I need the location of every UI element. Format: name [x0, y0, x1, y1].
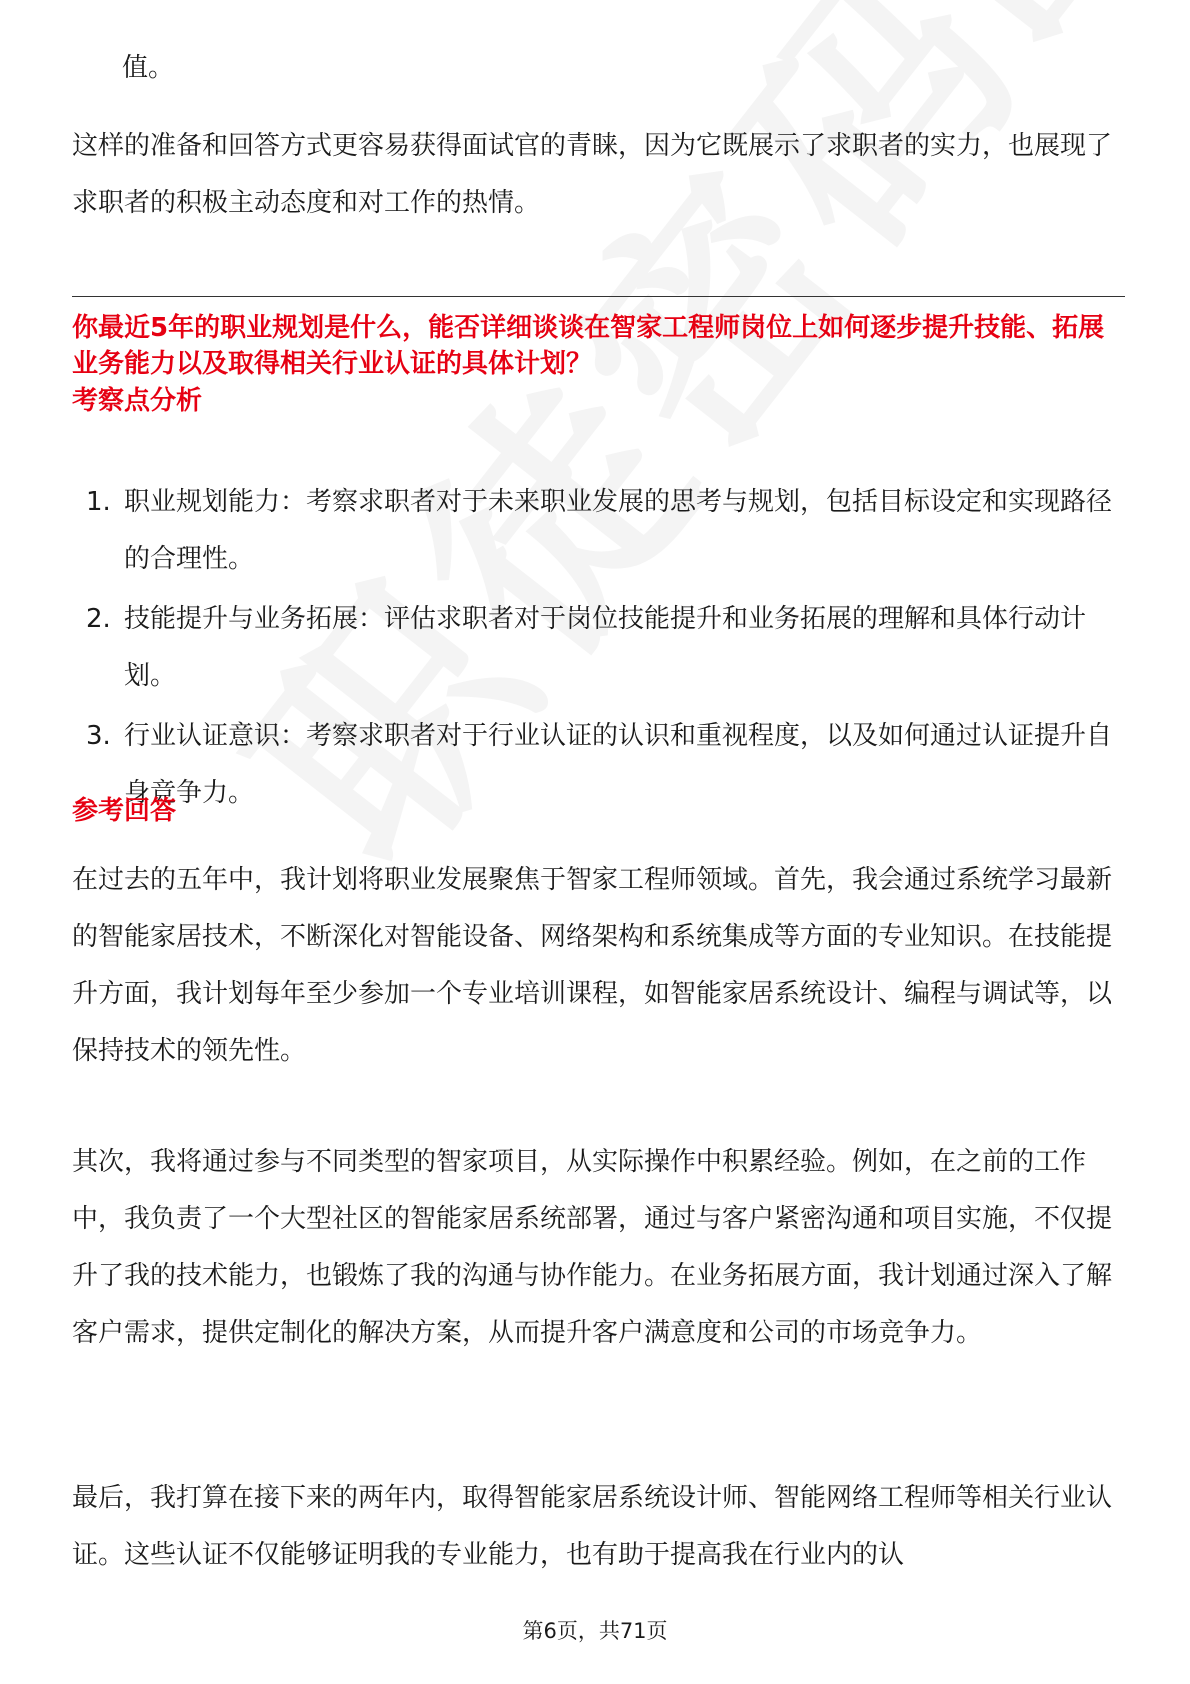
analysis-list [72, 474, 1132, 825]
list-item-number: 3. [86, 721, 111, 751]
list-item-text: 行业认证意识：考察求职者对于行业认证的认识和重视程度，以及如何通过认证提升自身竞争力。 [124, 721, 1113, 808]
page-number-footer: 第6页，共71页 [522, 1619, 668, 1643]
answer-heading: 参考回答 [72, 796, 177, 826]
list-item [72, 474, 1132, 588]
intro-closing-paragraph: 这样的准备和回答方式更容易获得面试官的青睐，因为它既展示了求职者的实力，也展现了求职者的积极主动态度和对工作的热情。 [72, 131, 1113, 218]
section-divider [72, 296, 1125, 297]
list-item-number: 2. [86, 604, 111, 634]
answer-paragraph: 其次，我将通过参与不同类型的智家项目，从实际操作中积累经验。例如，在之前的工作中，我负责了一个大型社区的智能家居系统部署，通过与客户紧密沟通和项目实施，不仅提升了我的技术能力，也锻炼了我的沟通与协作能力。在业务拓展方面，我计划通过深入了解客户需求，提供定制化的解决方案，从而提升客户满意度和公司的市场竞争力。 [72, 1147, 1113, 1348]
list-item-number: 1. [86, 487, 111, 517]
list-item [72, 708, 1132, 822]
list-item-text: 职业规划能力：考察求职者对于未来职业发展的思考与规划，包括目标设定和实现路径的合理性。 [124, 487, 1113, 574]
intro-continuation: 值。 [122, 53, 175, 83]
list-item [72, 591, 1132, 705]
analysis-heading: 考察点分析 [72, 386, 203, 416]
question-heading: 你最近5年的职业规划是什么，能否详细谈谈在智家工程师岗位上如何逐步提升技能、拓展业务能力以及取得相关行业认证的具体计划？ [72, 313, 1105, 379]
list-item-text: 技能提升与业务拓展：评估求职者对于岗位技能提升和业务拓展的理解和具体行动计划。 [124, 604, 1087, 691]
answer-paragraph: 在过去的五年中，我计划将职业发展聚焦于智家工程师领域。首先，我会通过系统学习最新的智能家居技术，不断深化对智能设备、网络架构和系统集成等方面的专业知识。在技能提升方面，我计划每年至少参加一个专业培训课程，如智能家居系统设计、编程与调试等，以保持技术的领先性。 [72, 865, 1113, 1066]
answer-paragraph: 最后，我打算在接下来的两年内，取得智能家居系统设计师、智能网络工程师等相关行业认证。这些认证不仅能够证明我的专业能力，也有助于提高我在行业内的认 [72, 1483, 1113, 1570]
